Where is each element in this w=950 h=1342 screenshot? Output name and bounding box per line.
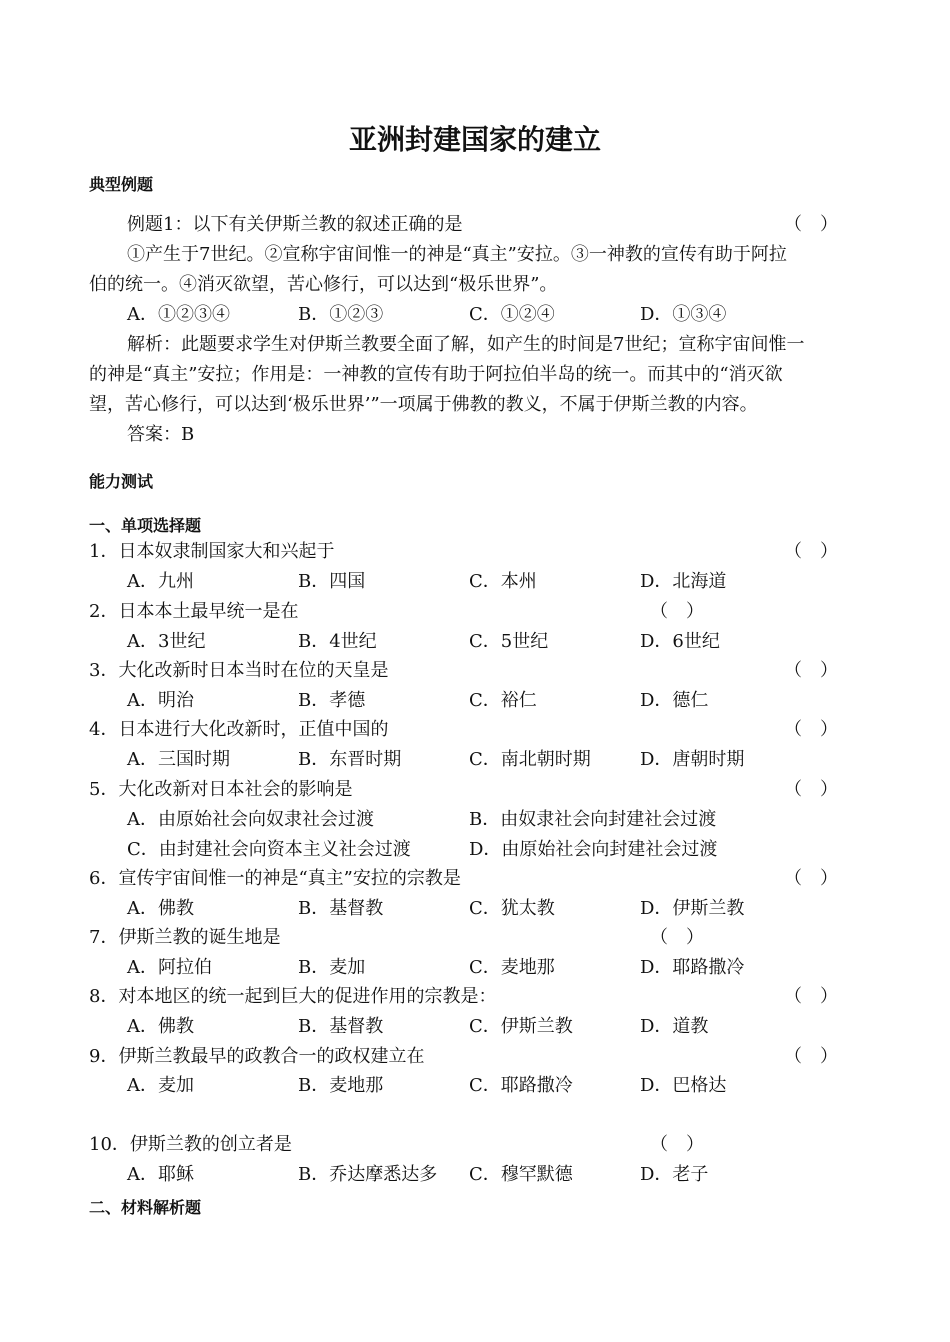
example-analysis-line1: 解析：此题要求学生对伊斯兰教要全面了解，如产生的时间是7世纪；宣称宇宙间惟一 — [127, 334, 805, 355]
question-10-bracket: （ ） — [650, 1134, 704, 1155]
example-answer: 答案：B — [127, 424, 195, 445]
question-9-stem: 9．伊斯兰教最早的政教合一的政权建立在 — [89, 1046, 425, 1067]
question-1-option-d: D．北海道 — [640, 571, 727, 592]
question-6-option-d: D．伊斯兰教 — [640, 898, 745, 919]
example-bracket: （ ） — [784, 214, 838, 235]
question-10-stem: 10．伊斯兰教的创立者是 — [89, 1134, 292, 1155]
example-option-d: D．①③④ — [640, 304, 727, 325]
question-5-option-a: A．由原始社会向奴隶社会过渡 — [127, 809, 374, 830]
question-9-option-a: A．麦加 — [127, 1075, 194, 1096]
section-heading-single-choice: 一、单项选择题 — [89, 516, 202, 535]
question-3-option-b: B．孝德 — [298, 690, 366, 711]
question-8-bracket: （ ） — [784, 986, 838, 1007]
example-option-c: C．①②④ — [469, 304, 555, 325]
question-7-option-c: C．麦地那 — [469, 957, 555, 978]
question-9-option-c: C．耶路撒冷 — [469, 1075, 573, 1096]
example-statement-line1: ①产生于7世纪。②宣称宇宙间惟一的神是“真主”安拉。③一神教的宣传有助于阿拉 — [127, 244, 787, 265]
question-6-option-b: B．基督教 — [298, 898, 384, 919]
question-5-stem: 5．大化改新对日本社会的影响是 — [89, 779, 353, 800]
question-7-option-b: B．麦加 — [298, 957, 366, 978]
question-5-option-d: D．由原始社会向封建社会过渡 — [469, 839, 718, 860]
question-5-option-b: B．由奴隶社会向封建社会过渡 — [469, 809, 717, 830]
question-2-option-d: D．6世纪 — [640, 631, 720, 652]
question-3-bracket: （ ） — [784, 660, 838, 681]
question-4-option-b: B．东晋时期 — [298, 749, 402, 770]
question-7-bracket: （ ） — [650, 927, 704, 948]
question-3-option-d: D．德仁 — [640, 690, 709, 711]
question-6-bracket: （ ） — [784, 868, 838, 889]
question-8-option-c: C．伊斯兰教 — [469, 1016, 573, 1037]
question-8-option-d: D．道教 — [640, 1016, 709, 1037]
question-10-option-d: D．老子 — [640, 1164, 709, 1185]
example-option-b: B．①②③ — [298, 304, 384, 325]
question-4-option-d: D．唐朝时期 — [640, 749, 745, 770]
question-8-option-b: B．基督教 — [298, 1016, 384, 1037]
question-10-option-a: A．耶稣 — [127, 1164, 194, 1185]
question-9-option-d: D．巴格达 — [640, 1075, 727, 1096]
question-2-stem: 2．日本本土最早统一是在 — [89, 601, 299, 622]
question-2-bracket: （ ） — [650, 601, 704, 622]
section-heading-test: 能力测试 — [89, 472, 154, 491]
question-6-stem: 6．宣传宇宙间惟一的神是“真主”安拉的宗教是 — [89, 868, 461, 889]
section-heading-example: 典型例题 — [89, 175, 154, 194]
question-4-option-a: A．三国时期 — [127, 749, 230, 770]
question-1-stem: 1．日本奴隶制国家大和兴起于 — [89, 541, 335, 562]
question-3-stem: 3．大化改新时日本当时在位的天皇是 — [89, 660, 389, 681]
question-3-option-a: A．明治 — [127, 690, 194, 711]
question-1-option-c: C．本州 — [469, 571, 537, 592]
question-9-option-b: B．麦地那 — [298, 1075, 384, 1096]
example-option-a: A．①②③④ — [127, 304, 230, 325]
question-1-option-b: B．四国 — [298, 571, 366, 592]
question-10-option-c: C．穆罕默德 — [469, 1164, 573, 1185]
question-10-option-b: B．乔达摩悉达多 — [298, 1164, 438, 1185]
question-4-stem: 4．日本进行大化改新时，正值中国的 — [89, 719, 389, 740]
question-6-option-a: A．佛教 — [127, 898, 194, 919]
question-8-stem: 8．对本地区的统一起到巨大的促进作用的宗教是： — [89, 986, 497, 1007]
example-stem: 例题1：以下有关伊斯兰教的叙述正确的是 — [127, 214, 463, 235]
question-2-option-a: A．3世纪 — [127, 631, 206, 652]
example-analysis-line3: 望，苦心修行，可以达到‘极乐世界’”一项属于佛教的教义，不属于伊斯兰教的内容。 — [89, 394, 758, 415]
question-7-option-a: A．阿拉伯 — [127, 957, 212, 978]
question-7-stem: 7．伊斯兰教的诞生地是 — [89, 927, 281, 948]
question-4-option-c: C．南北朝时期 — [469, 749, 591, 770]
question-3-option-c: C．裕仁 — [469, 690, 537, 711]
question-2-option-b: B．4世纪 — [298, 631, 377, 652]
question-1-bracket: （ ） — [784, 541, 838, 562]
question-2-option-c: C．5世纪 — [469, 631, 549, 652]
question-6-option-c: C．犹太教 — [469, 898, 555, 919]
question-5-bracket: （ ） — [784, 779, 838, 800]
question-4-bracket: （ ） — [784, 719, 838, 740]
example-statement-line2: 伯的统一。④消灭欲望，苦心修行，可以达到“极乐世界”。 — [89, 274, 558, 295]
section-heading-material: 二、材料解析题 — [89, 1198, 202, 1217]
example-analysis-line2: 的神是“真主”安拉；作用是：一神教的宣传有助于阿拉伯半岛的统一。而其中的“消灭欲 — [89, 364, 783, 385]
page-title: 亚洲封建国家的建立 — [348, 123, 601, 156]
question-7-option-d: D．耶路撒冷 — [640, 957, 745, 978]
question-1-option-a: A．九州 — [127, 571, 194, 592]
question-5-option-c: C．由封建社会向资本主义社会过渡 — [127, 839, 411, 860]
question-9-bracket: （ ） — [784, 1046, 838, 1067]
question-8-option-a: A．佛教 — [127, 1016, 194, 1037]
